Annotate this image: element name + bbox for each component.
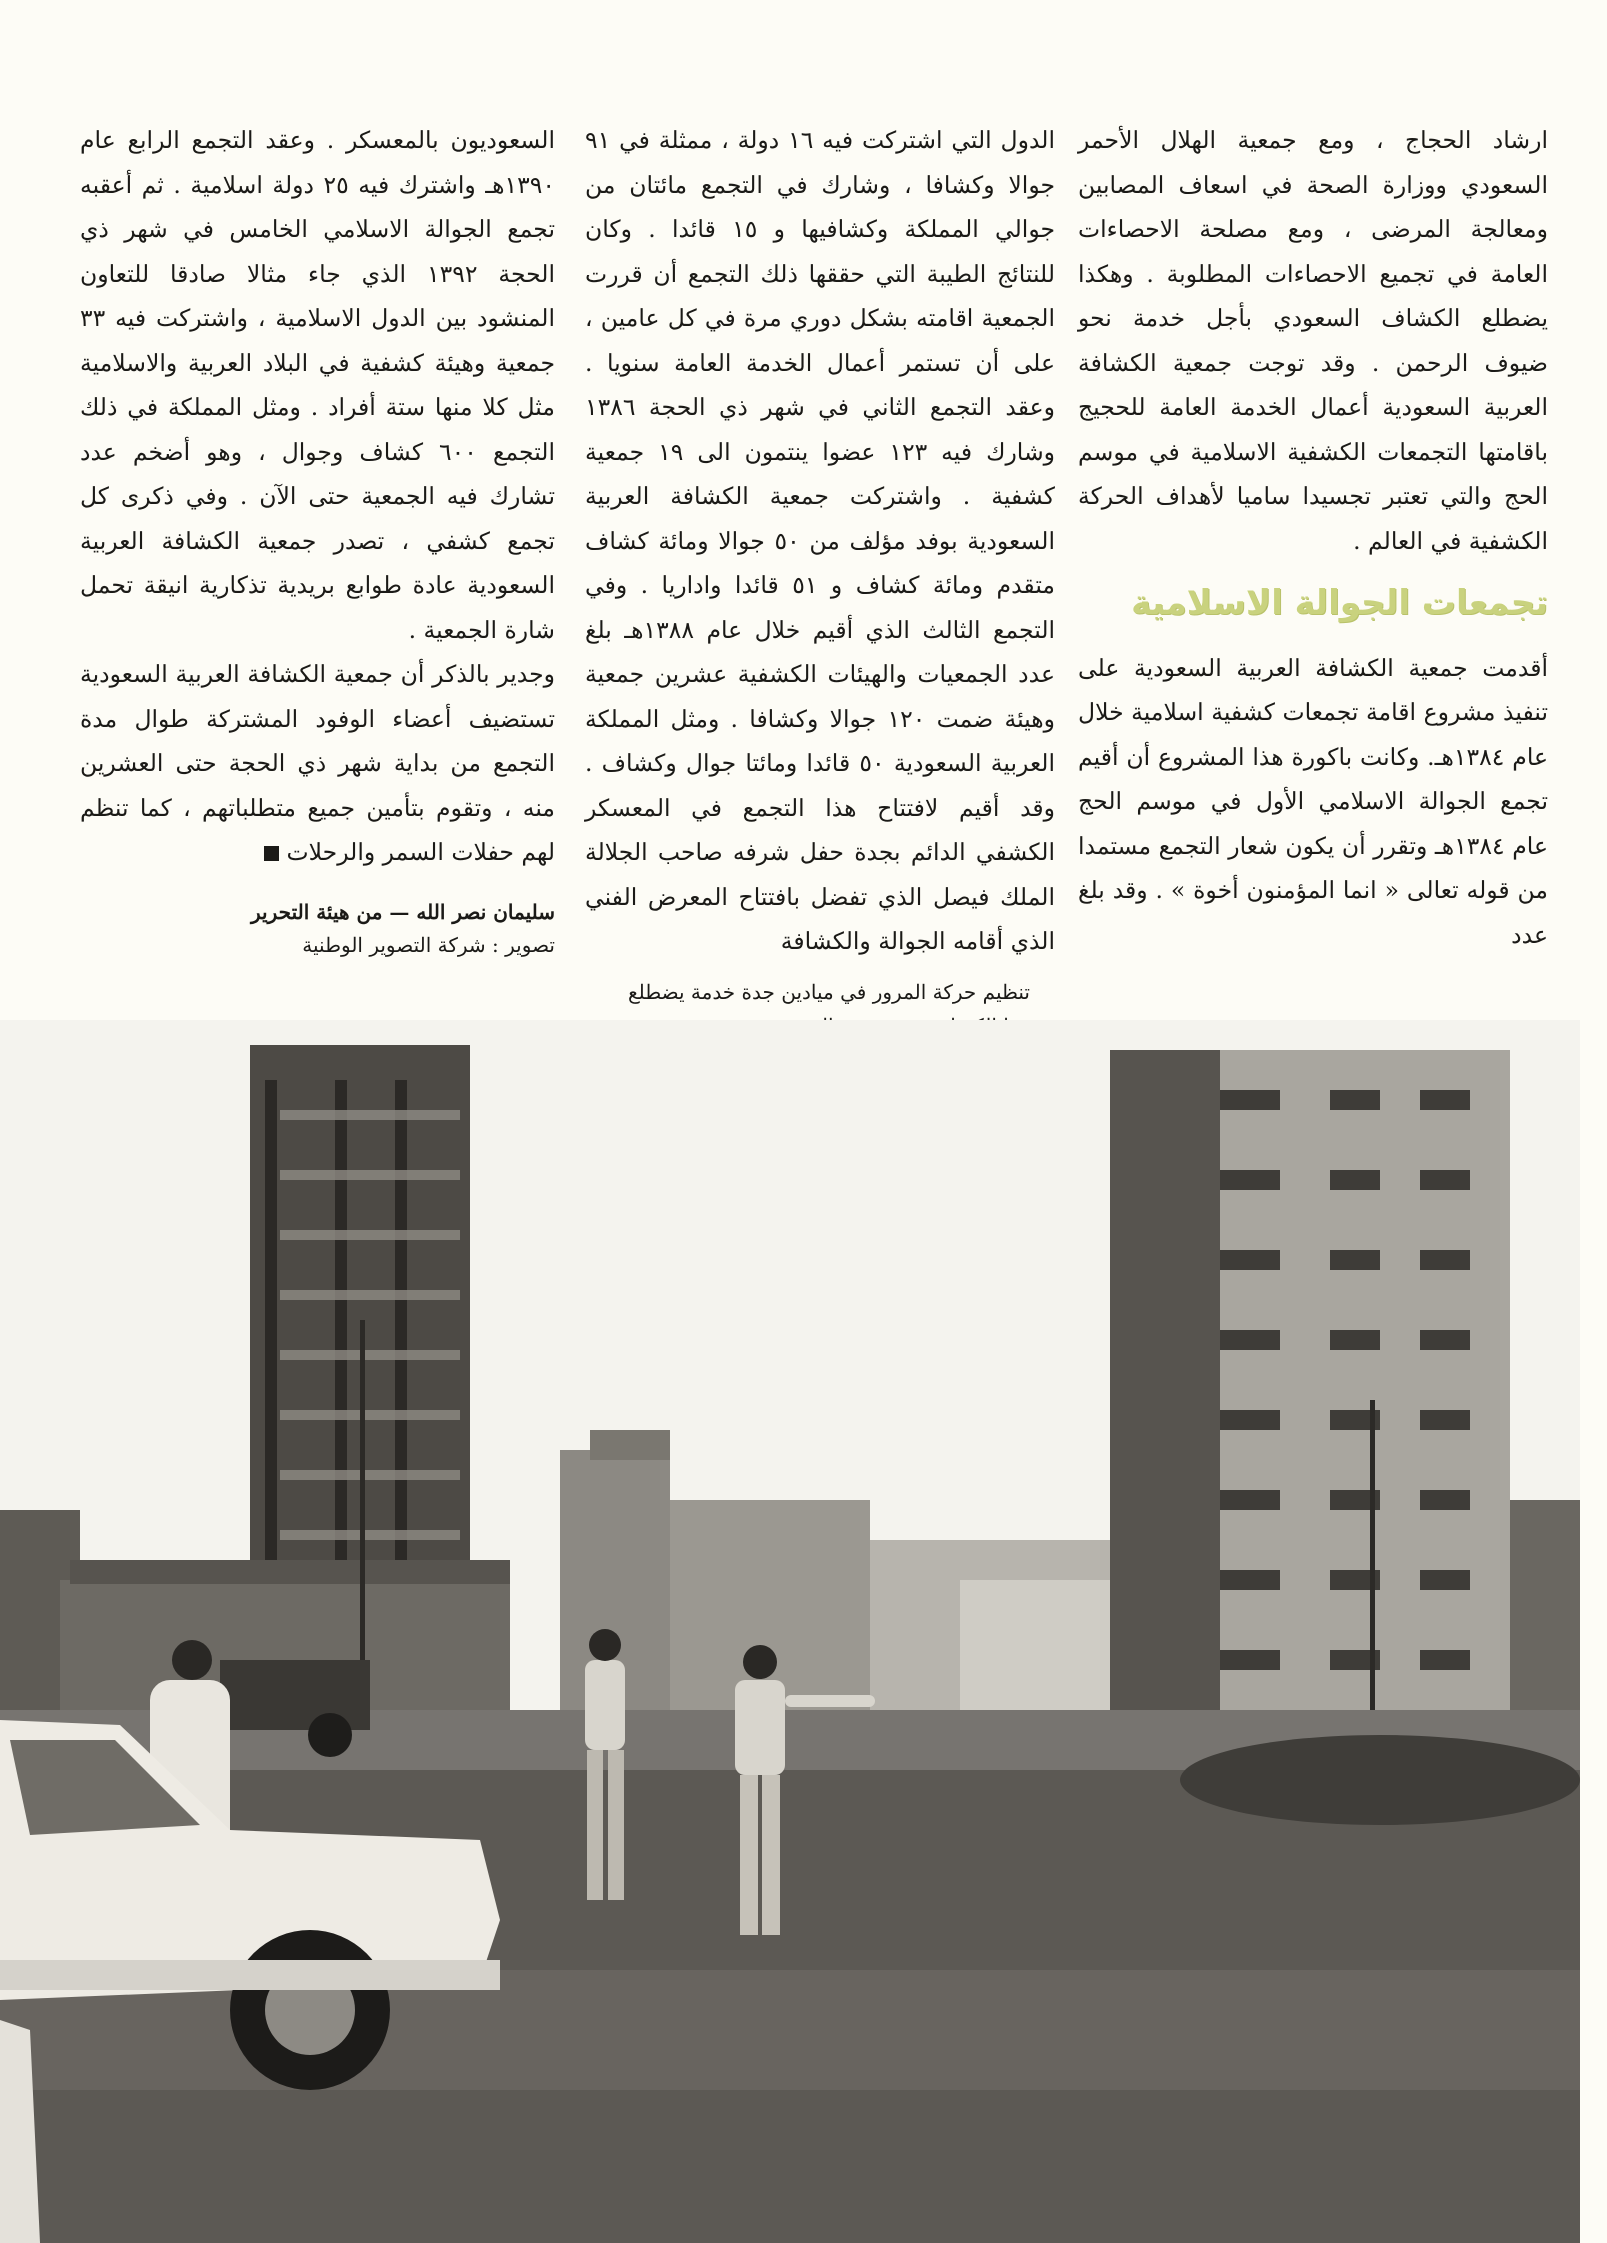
article-paragraph: السعوديون بالمعسكر . وعقد التجمع الرابع عام ١٣٩٠هـ واشترك فيه ٢٥ دولة اسلامية . ثم أعقبه تجمع الجوالة الاسلامي الخامس في شهر ذي الحجة ١٣٩٢ الذي جاء مثالا صادقا للتعاون المنشود بين الدول الاسلامية ، واشتركت فيه ٣٣ جمعية وهيئة كشفية في البلاد العربية والاسلامية مثل كلا منها ستة أفراد . ومثل المملكة في ذلك التجمع ٦٠٠ كشاف وجوال ، وهو أضخم عدد تشارك فيه الجمعية حتى الآن . وفي ذكرى كل تجمع كشفي ، تصدر جمعية الكشافة العربية السعودية عادة طوابع بريدية تذكارية انيقة تحمل شارة الجمعية . [80,126,555,644]
roundabout [1180,1735,1580,1825]
author-byline: سليمان نصر الله — من هيئة التحرير [251,899,555,924]
article-column-right [1078,118,1548,957]
article-paragraph [80,652,555,875]
photo-caption: تنظيم حركة المرور في ميادين جدة خدمة يضطلع [627,980,1030,1004]
article-paragraph-text: وجدير بالذكر أن جمعية الكشافة العربية السعودية تستضيف أعضاء الوفود المشتركة طوال مدة التجمع من بداية شهر ذي الحجة حتى العشرين منه ، وتقوم بتأمين جميع متطلباتهم ، كما تنظم لهم حفلات السمر والرحلات [80,660,555,866]
article-paragraph: أقدمت جمعية الكشافة العربية السعودية على تنفيذ مشروع اقامة تجمعات كشفية اسلامية خلال عام ١٣٨٤هـ. وكانت باكورة هذا المشروع أن أقيم تجمع الجوالة الاسلامي الأول في موسم الحج عام ١٣٨٤هـ وتقرر أن يكون شعار التجمع مستمدا من قوله تعالى « انما المؤمنون أخوة » . وقد بلغ عدد [1078,653,1548,949]
truck [220,1660,370,1730]
article-paragraph: الدول التي اشتركت فيه ١٦ دولة ، ممثلة في ٩١ جوالا وكشافا ، وشارك في التجمع مائتان من جوالي المملكة وكشافيها و ١٥ قائدا . وكان للنتائج الطيبة التي حققها ذلك التجمع أن قررت الجمعية اقامته بشكل دوري مرة في كل عامين ، على أن تستمر أعمال الخدمة العامة سنويا . وعقد التجمع الثاني في شهر ذي الحجة ١٣٨٦ وشارك فيه ١٢٣ عضوا ينتمون الى ١٩ جمعية كشفية . واشتركت جمعية الكشافة العربية السعودية بوفد مؤلف من ٥٠ جوالا ومائة كشاف متقدم ومائة كشاف و ٥١ قائدا واداريا . وفي التجمع الثالث الذي أقيم خلال عام ١٣٨٨هـ بلغ عدد الجمعيات والهيئات الكشفية عشرين جمعية وهيئة ضمت ١٢٠ جوالا وكشافا . ومثل المملكة العربية السعودية ٥٠ قائدا ومائتا جوال وكشاف . وقد أقيم لافتتاح هذا التجمع في المعسكر الكشفي الدائم بجدة حفل شرفه صاحب الجلالة الملك فيصل الذي تفضل بافتتاح المعرض الفني الذي أقامه الجوالة والكشافة [585,126,1056,955]
street-photo [0,1020,1580,2243]
article-column-middle [585,118,1055,964]
article-paragraph: ارشاد الحجاج ، ومع جمعية الهلال الأحمر السعودي ووزارة الصحة في اسعاف المصابين ومعالجة المرضى ، ومع مصلحة الاحصاءات العامة في تجميع الاحصاءات المطلوبة . وهكذا يضطلع الكشاف السعودي بأجل خدمة نحو ضيوف الرحمن . وقد توجت جمعية الكشافة العربية السعودية أعمال الخدمة العامة للحجيج باقامتها التجمعات الكشفية الاسلامية في موسم الحج والتي تعتبر تجسيدا ساميا لأهداف الحركة الكشفية في العالم . [1078,126,1548,555]
article-column-left [80,118,555,961]
photo-credit: تصوير : شركة التصوير الوطنية [302,932,555,957]
section-subheading: تجمعات الجوالة الاسلامية [1131,583,1548,623]
end-mark-icon [264,846,279,861]
